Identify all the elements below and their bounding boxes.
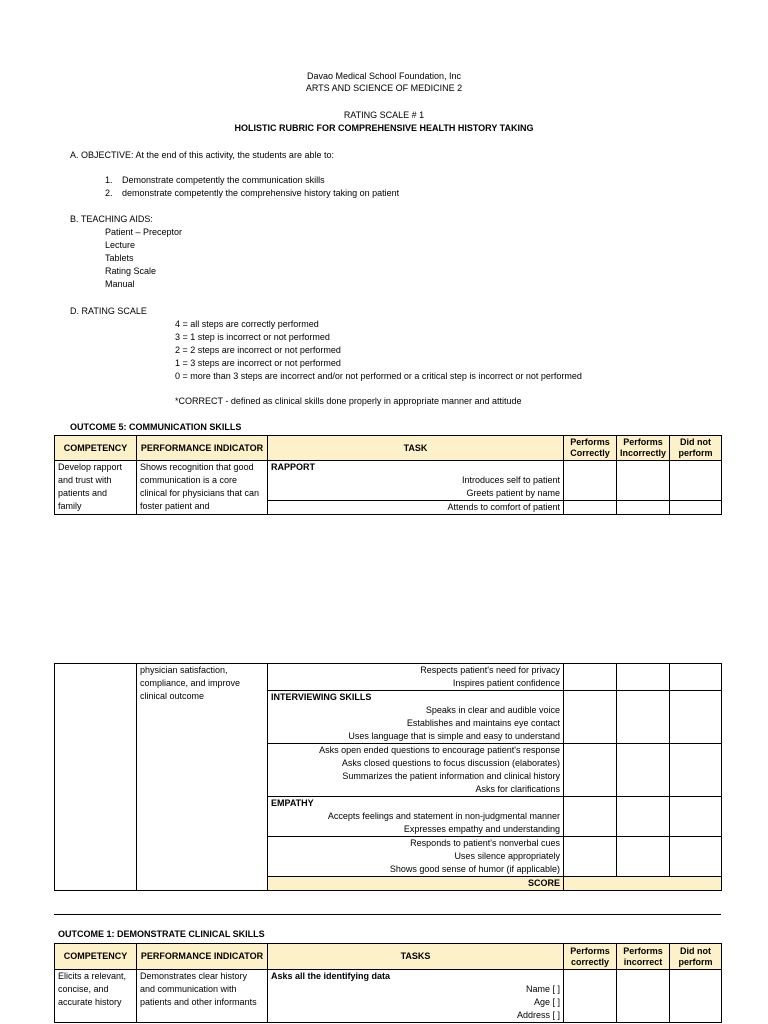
- rubric-title: HOLISTIC RUBRIC FOR COMPREHENSIVE HEALTH HISTORY TAKING: [234, 123, 534, 133]
- course-name: ARTS AND SCIENCE OF MEDICINE 2: [305, 83, 463, 93]
- check-cell-not-performed[interactable]: [670, 461, 722, 501]
- check-cell-incorrect[interactable]: [617, 837, 670, 877]
- section-title-identifying: Asks all the identifying data: [271, 971, 391, 981]
- teaching-aid-item: Tablets: [105, 253, 134, 263]
- task-line: Asks open ended questions to encourage patient's response: [319, 745, 560, 755]
- check-cell-incorrect[interactable]: [617, 501, 670, 515]
- teaching-aid-item: Lecture: [105, 240, 136, 250]
- competency-cell: Develop rapport and trust with patients and family: [55, 461, 137, 515]
- check-cell-correct[interactable]: [564, 744, 617, 797]
- check-cell-correct[interactable]: [564, 461, 617, 501]
- check-cell-incorrect[interactable]: [617, 744, 670, 797]
- rating-scale-item: 4 = all steps are correctly performed: [175, 319, 319, 329]
- check-cell-not-performed[interactable]: [670, 744, 722, 797]
- task-line: Greets patient by name: [466, 488, 560, 498]
- outcome5-table-part2: [54, 663, 722, 891]
- indicator-cell: Demonstrates clear history and communication with patients and other informants: [137, 970, 268, 1023]
- indicator-cell: Shows recognition that good communication is a core clinical for physicians that can foster patient and: [137, 461, 268, 515]
- task-line: Introduces self to patient: [461, 475, 560, 485]
- check-cell-not-performed[interactable]: [670, 691, 722, 744]
- task-line: Summarizes the patient information and clinical history: [342, 771, 560, 781]
- check-cell-correct[interactable]: [564, 691, 617, 744]
- school-name: Davao Medical School Foundation, Inc: [306, 71, 462, 81]
- task-cell: [268, 837, 564, 877]
- section-divider: [54, 914, 721, 915]
- check-cell-incorrect[interactable]: [617, 970, 670, 1023]
- check-cell-correct[interactable]: [564, 970, 617, 1023]
- task-cell: [268, 501, 564, 515]
- check-cell-incorrect[interactable]: [617, 691, 670, 744]
- teaching-aid-item: Rating Scale: [105, 266, 157, 276]
- header-did-not-perform: Did not perform: [670, 436, 722, 461]
- rating-scale-number: RATING SCALE # 1: [343, 110, 425, 120]
- task-cell-identifying: [268, 970, 564, 1023]
- outcome5-title: OUTCOME 5: COMMUNICATION SKILLS: [70, 422, 242, 432]
- check-cell-incorrect[interactable]: [617, 797, 670, 837]
- objective-heading: A. OBJECTIVE: At the end of this activity, the students are able to:: [70, 150, 334, 160]
- header-indicator: PERFORMANCE INDICATOR: [137, 436, 268, 461]
- task-line: Shows good sense of humor (if applicable): [389, 864, 560, 874]
- section-title-interviewing: INTERVIEWING SKILLS: [271, 692, 372, 702]
- objective-text: demonstrate competently the comprehensive history taking on patient: [122, 188, 400, 198]
- header-task: TASK: [268, 436, 564, 461]
- header-did-not-perform: Did not perform: [670, 944, 722, 970]
- indicator-cell-continued: physician satisfaction, compliance, and improve clinical outcome: [137, 664, 268, 891]
- check-cell-not-performed[interactable]: [670, 797, 722, 837]
- task-line: Uses silence appropriately: [454, 851, 560, 861]
- score-label: SCORE: [268, 877, 564, 891]
- objective-item-1: [105, 175, 325, 186]
- outcome1-table: [54, 943, 722, 1023]
- header-competency: COMPETENCY: [55, 944, 137, 970]
- rating-scale-item: 0 = more than 3 steps are incorrect and/or not performed or a critical step is incorrect or not performed: [175, 371, 582, 381]
- header-performs-correctly: Performs Correctly: [564, 436, 617, 461]
- header-tasks: TASKS: [268, 944, 564, 970]
- task-line: Expresses empathy and understanding: [403, 824, 560, 834]
- task-line: Responds to patient's nonverbal cues: [410, 838, 560, 848]
- task-line: Inspires patient confidence: [452, 678, 560, 688]
- objective-item-2: [105, 188, 400, 199]
- task-line: Accepts feelings and statement in non-judgmental manner: [327, 811, 560, 821]
- section-title-rapport: RAPPORT: [271, 462, 316, 472]
- task-line: Address [ ]: [516, 1010, 560, 1020]
- score-value[interactable]: [564, 877, 722, 891]
- task-line: Asks for clarifications: [475, 784, 560, 794]
- header-competency: COMPETENCY: [55, 436, 137, 461]
- rating-scale-item: 3 = 1 step is incorrect or not performed: [175, 332, 330, 342]
- task-cell: [268, 744, 564, 797]
- task-line: Asks closed questions to focus discussion (elaborates): [341, 758, 560, 768]
- rating-scale-item: 2 = 2 steps are incorrect or not performed: [175, 345, 341, 355]
- task-cell-interviewing: [268, 691, 564, 744]
- check-cell-not-performed[interactable]: [670, 664, 722, 691]
- task-line: Respects patient's need for privacy: [420, 665, 560, 675]
- outcome5-table-part1: [54, 435, 722, 515]
- check-cell-not-performed[interactable]: [670, 837, 722, 877]
- rating-scale-heading: D. RATING SCALE: [70, 306, 147, 316]
- check-cell-correct[interactable]: [564, 664, 617, 691]
- task-line: Age [ ]: [533, 997, 560, 1007]
- objective-num: 2.: [105, 188, 113, 198]
- check-cell-correct[interactable]: [564, 837, 617, 877]
- task-line: Attends to comfort of patient: [447, 502, 560, 512]
- task-cell: [268, 664, 564, 691]
- task-cell-empathy: [268, 797, 564, 837]
- check-cell-incorrect[interactable]: [617, 664, 670, 691]
- teaching-aid-item: Manual: [105, 279, 135, 289]
- task-line: Establishes and maintains eye contact: [406, 718, 560, 728]
- header-performs-incorrectly: Performs Incorrectly: [617, 436, 670, 461]
- competency-cell: Elicits a relevant, concise, and accurate history: [55, 970, 137, 1023]
- competency-cell-continued: [55, 664, 137, 891]
- section-title-empathy: EMPATHY: [271, 798, 314, 808]
- header-performs-correctly: Performs correctly: [564, 944, 617, 970]
- task-line: Speaks in clear and audible voice: [425, 705, 560, 715]
- task-line: Name [ ]: [525, 984, 560, 994]
- check-cell-correct[interactable]: [564, 501, 617, 515]
- rating-scale-note: *CORRECT - defined as clinical skills done properly in appropriate manner and attitude: [175, 396, 522, 406]
- check-cell-not-performed[interactable]: [670, 970, 722, 1023]
- teaching-aids-heading: B. TEACHING AIDS:: [70, 214, 153, 224]
- task-line: Uses language that is simple and easy to understand: [348, 731, 560, 741]
- task-cell-rapport: [268, 461, 564, 501]
- objective-num: 1.: [105, 175, 113, 185]
- header-performs-incorrect: Performs incorrect: [617, 944, 670, 970]
- header-indicator: PERFORMANCE INDICATOR: [137, 944, 268, 970]
- check-cell-correct[interactable]: [564, 797, 617, 837]
- outcome1-title: OUTCOME 1: DEMONSTRATE CLINICAL SKILLS: [58, 929, 265, 939]
- check-cell-not-performed[interactable]: [670, 501, 722, 515]
- check-cell-incorrect[interactable]: [617, 461, 670, 501]
- objective-text: Demonstrate competently the communication skills: [122, 175, 325, 185]
- rating-scale-item: 1 = 3 steps are incorrect or not performed: [175, 358, 341, 368]
- teaching-aid-item: Patient – Preceptor: [105, 227, 183, 237]
